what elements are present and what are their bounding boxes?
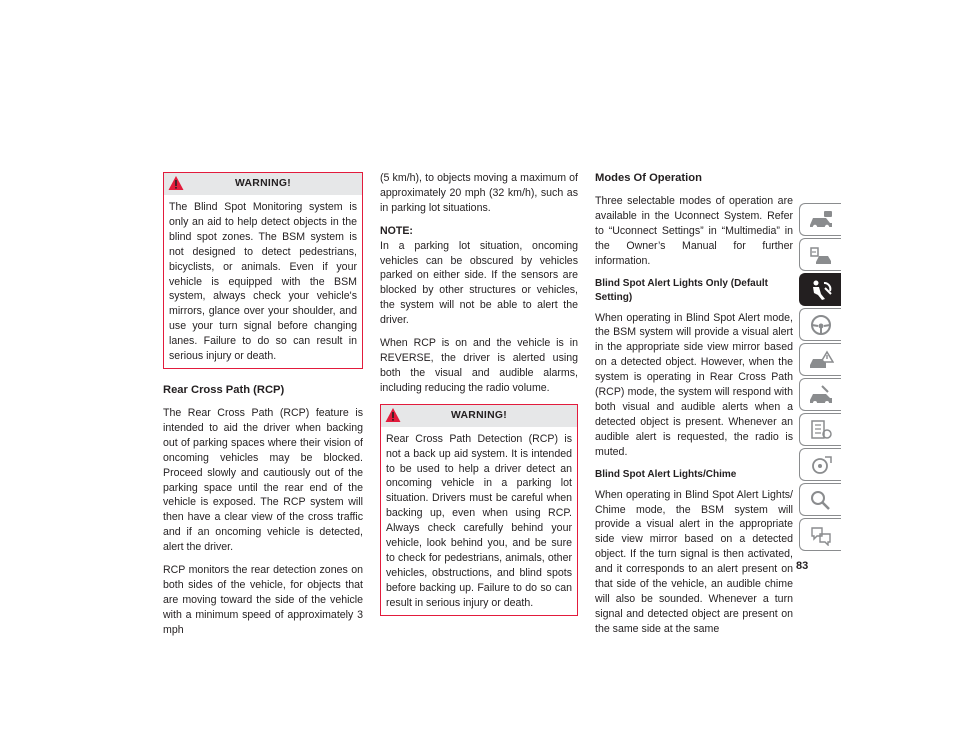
mode-lights-only-text: When operating in Blind Spot Alert mode, the BSM system will provide a visual alert in the appropriate side view mirror based on a detected object. However, when the system is operating in Rear Cross Path (RCP) mode, the system will respond with both visual and audible alerts when a detected object is present. Whenever an audible alert is requested, the radio is muted.	[595, 311, 793, 458]
mode-lights-chime-heading: Blind Spot Alert Lights/Chime	[595, 468, 737, 480]
warning-box-bsm	[163, 172, 363, 369]
tab-car-warning[interactable]	[799, 343, 841, 376]
warning-triangle-icon	[168, 175, 184, 191]
warning-body	[164, 195, 362, 368]
warning-title: WARNING!	[234, 178, 292, 189]
mode-lights-only-heading: Blind Spot Alert Lights Only (Default Setting)	[595, 277, 768, 303]
note	[380, 224, 578, 328]
rcp-heading: Rear Cross Path (RCP)	[163, 383, 285, 396]
multimedia-icon	[808, 454, 834, 476]
warning-title: WARNING!	[450, 409, 508, 421]
rcp-paragraph-2: RCP monitors the rear detection zones on both sides of the vehicle, for objects that are moving toward the side of the vehicle with a minimum speed of approximately 3 mph	[163, 564, 363, 636]
language-icon	[808, 524, 834, 546]
note-text: In a parking lot situation, oncoming vehicles can be obscured by vehicles parked on either side. If the sensors are blocked by other structures or vehicles, the system will not be able to alert the driver.	[380, 239, 578, 327]
tab-search-index[interactable]	[799, 483, 841, 516]
chapter-tabs	[799, 203, 843, 553]
tab-multimedia[interactable]	[799, 448, 841, 481]
warning-box-rcp	[380, 404, 578, 616]
specifications-list-icon	[808, 419, 834, 441]
car-instrument-icon	[808, 244, 834, 266]
column-3	[595, 171, 793, 645]
warning-text: Rear Cross Path Detection (RCP) is not a back up aid system. It is intended to be used to help a driver detect an oncoming vehicle in a parking lot situation. Drivers must be careful when backing up, even when using RCP. Always check carefully behind your vehicle, look behind you, and be sure to check for pedestrians, animals, other vehicles, obstructions, and blind spots before backing up. Failure to do so can result in serious injury or death.	[386, 432, 572, 609]
modes-intro: Three selectable modes of operation are available in the Uconnect System. Refer to “Uconnect Settings” in “Multimedia” in the Owner’s Manual for further information.	[595, 195, 793, 267]
car-dashboard-icon	[808, 209, 834, 231]
page-number: 83	[796, 560, 809, 572]
mode-lights-chime-text: When operating in Blind Spot Alert Lights/ Chime mode, the BSM system will provide a visual alert in the appropriate side view mirror based on a detected object. If the turn signal is then activated, and it corresponds to an alert present on that side of the vehicle, an audible chime will also be sounded. Whenever a turn signal and detected object are present on the same side at the same	[595, 488, 793, 635]
warning-header	[381, 405, 577, 427]
airbag-safety-icon	[808, 279, 834, 301]
rcp-paragraph-2-continued: (5 km/h), to objects moving a maximum of approximately 20 mph (32 km/h), such as in parking lot situations.	[380, 172, 578, 214]
rcp-paragraph-1: The Rear Cross Path (RCP) feature is intended to aid the driver when backing out of parking spaces where their vision of oncoming vehicles may be blocked. Proceed slowly and cautiously out of the parking space until the rear end of the vehicle is exposed. The RCP system will then have a clear view of the cross traffic and if an oncoming vehicle is detected, alert the driver.	[163, 406, 363, 554]
note-label: NOTE:	[380, 224, 413, 237]
car-warning-icon	[808, 349, 834, 371]
warning-text: The Blind Spot Monitoring system is only an aid to help detect objects in the blind spot zones. The BSM system is not designed to detect pedestrians, bicyclists, or animals. Even if your vehicle is equipped with the BSM system, always check your vehicle's mirrors, glance over your shoulder, and use your turn signal before changing lanes. Failure to do so can result in serious injury or death.	[169, 201, 357, 363]
steering-wheel-icon	[808, 314, 834, 336]
column-1	[163, 172, 363, 646]
tab-airbag-safety[interactable]	[799, 273, 841, 306]
tab-car-instrument[interactable]	[799, 238, 841, 271]
warning-header	[164, 173, 362, 195]
tab-steering-wheel[interactable]	[799, 308, 841, 341]
warning-body	[381, 427, 577, 615]
modes-heading: Modes Of Operation	[595, 172, 702, 184]
tab-specifications[interactable]	[799, 413, 841, 446]
column-2	[380, 171, 578, 630]
tab-car-service[interactable]	[799, 378, 841, 411]
rcp-paragraph-3: When RCP is on and the vehicle is in REVERSE, the driver is alerted using both the visual and audible alarms, including reducing the radio volume.	[380, 337, 578, 394]
tab-car-dashboard[interactable]	[799, 203, 841, 236]
warning-triangle-icon	[385, 407, 401, 423]
car-service-icon	[808, 384, 834, 406]
search-index-icon	[808, 489, 834, 511]
tab-language[interactable]	[799, 518, 841, 551]
